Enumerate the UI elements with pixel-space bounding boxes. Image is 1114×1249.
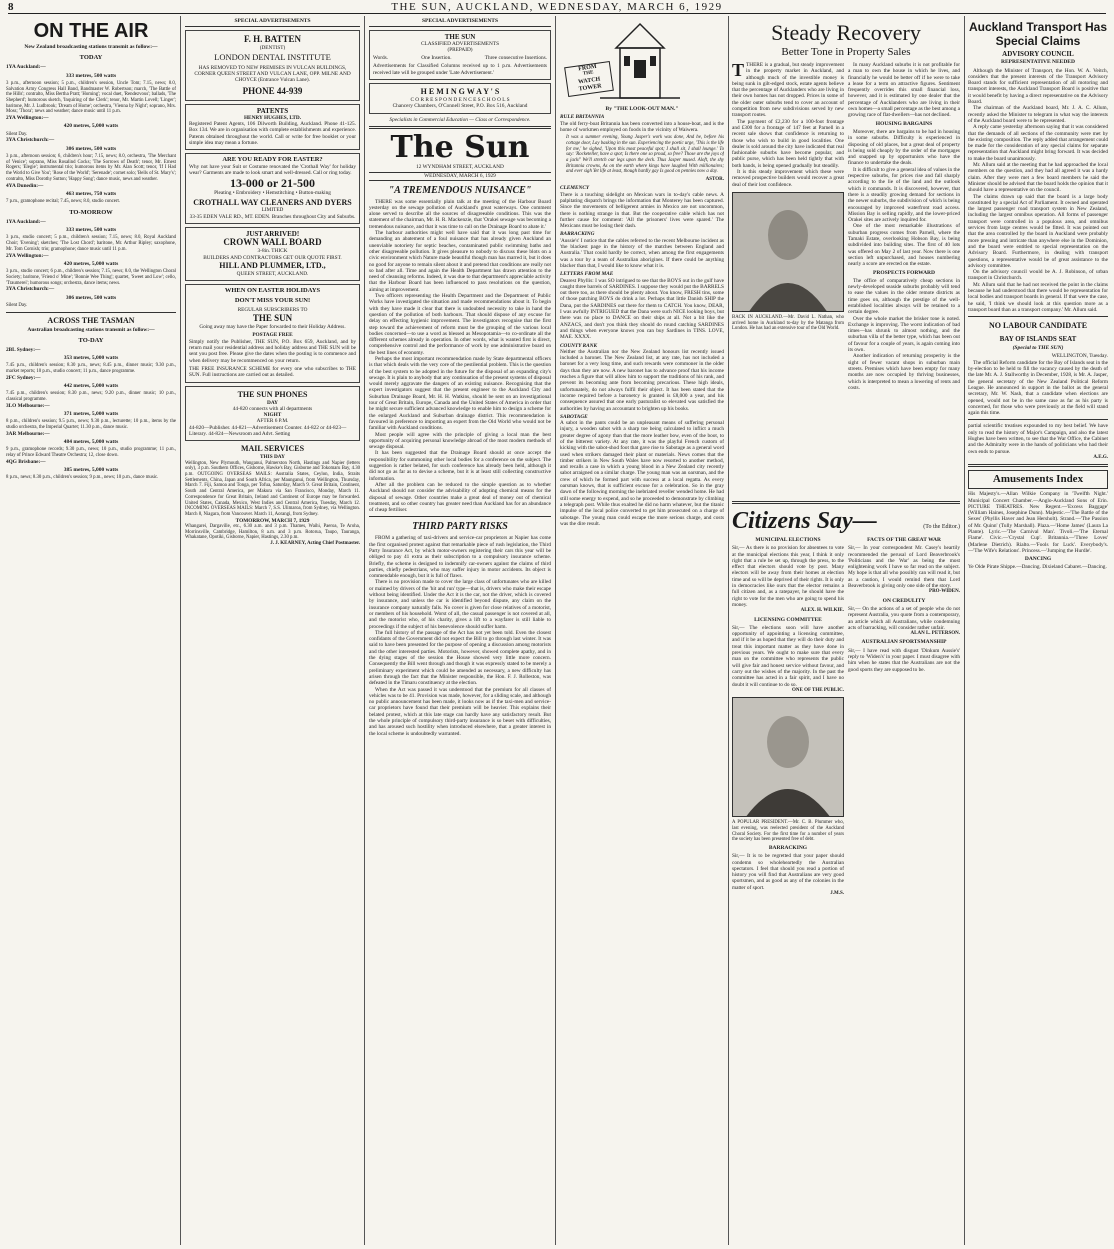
- station-program: 3 p.m., afternoon session; 5 p.m., children's session, Uncle Tom; 7.15, news; 8.0, Salvation Army Congress Hall Band, Bandmaster W. Robertson; march, 'The Battle of the Hills'; contralto, Miss Bertha Pratt; 'Homing'; vocal duet, 'Rendezvous'; ballads, 'The Shepherd'; humorous sketch, 'Inquiring of the Clerk'; tenor, Mr. Martin Lovell; 'Linger'; baritone, Mr. J. Ludbrook; 'Dream of Home'; orchestra, 'Vienna by Night'; soprano, Mrs. Moss; 'Thora'; news and weather; dance music until 11 p.m.: [6, 80, 176, 115]
- letter-body: Sir,— On the actions of a set of people who do not represent Australia, you quote from a contemporary, an article which all Australians, while condemning acts of barracking, will consider rather unfair.: [848, 605, 960, 631]
- station: 2YA Wellington:—: [6, 252, 49, 259]
- station: 3LO Melbourne:—: [6, 402, 50, 409]
- letter-body: Sir,— In your correspondent Mr. Casey's heartily recommended the perusal of Lord Beaverbrook's 'Politicians and the War' as being the most enlightening work I have so far read on the subject. My hope is that all who possibly can will read it, but as a caution, I would remind them that Lord Beaverbrook is giving only one side of the story.: [848, 545, 960, 590]
- today-heading: TODAY: [79, 54, 103, 62]
- labour-sub: BAY OF ISLANDS SEAT: [999, 335, 1077, 344]
- station-watts: 353 metres, 5,000 watts: [63, 355, 119, 362]
- sun-logo: [369, 129, 551, 165]
- property-p9: Over the whole market the brisker tone is noted. Exchange is improving. The worst indication of bad times—has shrunk to almost nothing, and the suburban villa of the better type, which has been out of favour for a couple of years, is again coming into its own.: [848, 315, 960, 354]
- ads-header: SPECIAL ADVERTISEMENTS: [369, 18, 551, 27]
- sun-address: 12 WYNDHAM STREET, AUCKLAND: [416, 163, 504, 170]
- station-program: 7.45 p.m., children's session; 8.30 p.m., news; 9.20 p.m., dinner music; 10 p.m., classical programme.: [6, 391, 176, 403]
- classified-box: [369, 30, 551, 80]
- crown-ad: [185, 227, 360, 281]
- page-number: 8: [8, 0, 14, 13]
- item-heading: SABOTAGE: [560, 413, 588, 420]
- station-watts: 420 metres, 5,000 watts: [63, 123, 119, 130]
- letter-continued: partial scientific treatises expounded to my best belief. We have only to read the history of Major's Campaign, and also the latest Hughes have been written, to see that the War Office, the Cabinet and the Admiralty were in the hands of politicians who had their own ends to pursue.: [968, 423, 1108, 455]
- property-subtitle: Better Tone in Property Sales: [781, 46, 911, 58]
- dancing-heading: DANCING: [1024, 556, 1052, 563]
- transport-p7: Mr. Allum said that he had not received the point in the claims because he had understood that there would be representation for local bodies and transport boards in general. If that were the case, he said, 'I think we should look at this question more as a transport board than as a transport company.' Mr. Allum said.: [968, 281, 1108, 313]
- station-program: 8 p.m., children's session; 9.5 p.m., news; 9.30 p.m., lecturette; 10 p.m., items by the studio orchestra, the Imperial Quartet; 11.30 p.m., dance music.: [6, 419, 176, 431]
- station-program: 7 p.m., gramophone recital; 7.45, news; 8.0, studio concert.: [6, 199, 121, 205]
- hemingway-ad: [369, 83, 551, 114]
- subscribers-ad: [185, 284, 360, 382]
- station-program: 3 p.m., studio concert; 5 p.m., children's session; 7.15, news; 8.0, Royal Auckland Choir; 'Evening'; sketches; 'The Lost Chord'; baritone, Mr. Arthur Ripley; saxophone, Mr. Tom Cornish; trio; gramophone; dance music until 11 p.m.: [6, 235, 176, 252]
- crothall-name: CROTHALL WAY CLEANERS AND DYERS: [193, 198, 352, 208]
- sun-date: WEDNESDAY, MARCH 6, 1929: [369, 172, 551, 180]
- item-body: A sabot in the pants could be an unpleasant means of suffering personal injury, a wooden sabot with a sharp toe being calculated to inflict a much greater degree of agony than that the more leather bow, even of the boot, to of the bitterest variety. At any rate, it was the playful French custom of kicking with the sabot-shod foot that gave rise to Sabotage as a general word used when strikers damaged their plant or materials. News comes that the timber strikers in New South Wales have now resorted to another method, and recalls a case in which a young blood in a New Zealand city recently sabot arraigned on a similar charge. The young man was an oarsman, and the crew of which he formed part with success at a local regatta. As every oarsman knows, that is sufficient excuse for a celebration. So in the gray dawn of the following morning the inebriated reveller wended home. He had still some energy to expend, and so he proceeded to demonstrate by climbing a telegraph post. While thus exalted he did no harm whatever, but the titanic impulse of the local police converted to get him prosecuted on a charge of sabotage. The young man could escape the more serious charge, and costs was the dire result.: [560, 420, 724, 527]
- classified-title: CLASSIFIED ADVERTISEMENTS: [420, 40, 500, 47]
- item-heading: RULE BRITANNIA: [560, 114, 605, 121]
- station-watts: 385 metres, 5,000 watts: [63, 467, 119, 474]
- station: 2FC Sydney:—: [6, 374, 41, 381]
- station-program: 3 p.m., afternoon session; 6, children's hour; 7.15, news; 8.0, orchestra, 'The Merchant of Venice'; soprano, Miss Rosalind Cocks; 'The Sorrows of Death'; tenor, Mr. Ernest Rogers; 'Elegie'; instrumental trio; humorous items by Mr. Alan Scott; tenor, 'If I Had the World to Give You'; 'Rose of the World'; 'Serenade'; cornet solo; 'Bells of St. Mary's'; contralto, Miss Dorothy Sutton; 'Happy Song'; dance music, news and weather.: [6, 154, 176, 182]
- tower-from: FROM: [577, 63, 597, 73]
- editorial-p2: The harbour authorities might well have said that it was long past time for demanding an abatement of a foul nuisance that has already given Auckland an unenviable notoriety for septic beaches, contaminated public swimming baths and other disagreeable pollution. It gives pleasure to nobody to discuss these blots on a civic environment which Nature made beautiful though man has marred it, but it does no good for anyone to remain silent about it and pretend that conditions are really not so bad after all. Time and again the Health Department has drawn attention to the need of cleansing reforms. Indeed, it was due to that department's appreciable activity that the Harbour Board has been influenced to pass resolutions on the question, aiming at improvement.: [369, 230, 551, 293]
- property-p7: One of the most remarkable illustrations of suburban progress comes from Parnell, where the Tamaki Estate, overlooking Hobson Bay, is being subdivided into building sites. The first of 40 lots was offered on May 2 of last year. Now there is one section left unpurchased, and houses numbering nearly a score are erected on the estate.: [848, 223, 960, 268]
- station: 4YA Dunedin:—: [6, 182, 44, 189]
- letter-signature: A.E.G.: [1093, 454, 1108, 460]
- letter-title: AUSTRALIAN SPORTSMANSHIP: [861, 639, 947, 646]
- station-program: 9 p.m., gramophone records; 9.30 p.m., news; 10 p.m., studio programme; 11 p.m., relay of Prince Edward Theatre Orchestra; 12, close down.: [6, 447, 176, 459]
- column-rule: [180, 16, 181, 1245]
- free-note: THE FREE INSURANCE SCHEME for every one who subscribes to THE SUN. Full instructions are carried out as detailed.: [189, 365, 356, 379]
- letter-signature: ONE OF THE PUBLIC.: [792, 687, 844, 693]
- editorial-p5: Most people will agree with the principle of giving a local man the best opportunity of acquiring personal knowledge abroad of the most modern methods of sewage disposal.: [369, 431, 551, 451]
- classified-sun: THE SUN: [444, 33, 476, 42]
- property-photo: [732, 192, 844, 312]
- letter-title: FACTS OF THE GREAT WAR: [867, 537, 941, 543]
- tasman-intro: Australian broadcasting stations transmit as follow:—: [27, 326, 155, 333]
- station-watts: 484 metres, 5,000 watts: [63, 439, 119, 446]
- watch-tower-logo: [560, 18, 724, 104]
- amusements-body: His Majesty's.—Allan Wilkie Company in 'Twelfth Night.' Municipal Concert Chamber.—Anglo-Auckland Sons of Erin. PICTURE THEATRES. New Regent.—'Excess Baggage' (William Haines, Josephine Dunn). Majestic.—'The Battle of the Sexes' (Phyllis Haver and Jean Hersholt). Strand.—'The Passion of Mr. Quinn' (Tully Marshall). Plaza.—'Home James' (Laura La Plante). Lyric.—'The Carnival Man'. Tivoli.—'The Eternal Flame'. Civic.—'Crystal Cup'. Britannia.—'Three Loves' (Marlene Dietrich). Rialto.—'Fools for Luck'. Everybody's.—'The Wife's Relations'. Princess.—'Jumping the Hurdle'.: [968, 491, 1108, 554]
- poem-signature: ASTOR.: [705, 177, 724, 183]
- transport-p5: The claims drawn up said that the board is a large body constituted by a special Act of Parliament. It owned and operated the largest passenger road transport system in New Zealand, including the largest omnibus operation. All forms of passenger transport were controlled in a populous area, and omnibus services from large centres would be fitted. It was pointed out that the area controlled by the board in Auckland were probably more pressing and intricate than anywhere else in the Dominion, and the board were entitled to special representation on the Advisory Board. Furthermore, in dealing with transport questions, a representative would be of great assistance to the advisory committee.: [968, 193, 1108, 269]
- letter-signature: ALEX. H. WILKIE.: [800, 608, 844, 614]
- item-body: There is a touching sidelight on Mexican wars in to-day's cable news. A palpitating dispatch brings the information that Monterey has been captured. Since the movements of belligerent armies in Mexico are not uncommon, there is nothing strange in that. But the cooperative cable which has not further cause for comment: 'All the prisoners' lives were spared.' The Mexicans must be losing their dash.: [560, 191, 724, 230]
- dentist-ad: [185, 30, 360, 101]
- item-body: Neither the Australian nor the New Zealand honours list recently issued included a baronet. The New Zealand list, at any rate, has not included a baronet for a very long time, and such rewards were commoner in the older days than they are now. A new baronet has to advance proof that his income reaches a figure that will allow him to support the traditions of his rank, and prevent its becoming ante from becoming precarious. These high ideals, unfortunately, do not always fulfil their object. It has been stated that the income required before a baronetcy is granted is £8,000 a year, and his consequence assured that one early pasturalist so elevated was satisfied the authorities by having an accountant to brighten up his books.: [560, 348, 724, 412]
- station: 1YA Auckland:—: [6, 218, 46, 225]
- letter-signature: ALAN L. PETERSON.: [910, 631, 960, 637]
- property-p4: In many Auckland suburbs it is not profitable for a man to own the house in which he lives, and financially he would be better off if he were to take a lease for a term on attractive figures. Sentiment frequently overrides this small financial loss, however, and it is estimated by one dealer that the percentage of Aucklanders who are living in their own homes—a small percentage as the best among a growing race of flat-dwellers—has not declined.: [848, 62, 960, 119]
- sun-logo-text: The Sun: [390, 129, 530, 165]
- editorial-p4: Perhaps the most important recommendation made by State departmental officers is that which deals with the very core of the pestilential problem. This is the question of the best system to be adopted in the future for the disposal of an expanding city's sewage. It is plain to anybody that any continuation of the present systems of disposal would merely aggravate the dangers of an existing nuisance. Recognising that the expert investigators suggest that the present engineer to the Auckland City and Suburban Drainage Board, Mr. H. H. Watkins, should be sent on an investigational tour of Great Britain, Europe, Canada and the United States of America in order that he might secure sufficient advanced knowledge to enable him to design a scheme for the enlarged Auckland and Suburban drainage district. This recommendation is favoured in preference to importing an expert from the Old World who would not be familiar with Auckland conditions.: [369, 355, 551, 432]
- day-body: 44-820 connects with all departments: [232, 405, 313, 412]
- station: 2YA Wellington:—: [6, 115, 49, 122]
- postage-body: Simply notify the Publisher, THE SUN, P.O. Box 659, Auckland, and by return mail your residential address and holiday address and THE SUN will be sent you post free. Please give the dates when the posting is to commence and when delivery may be recommenced on your return.: [189, 338, 356, 364]
- to-editor: (To the Editor.): [923, 524, 960, 530]
- builders: BUILDERS AND CONTRACTORS GET OUR QUOTE FIRST.: [203, 254, 342, 261]
- hemingway-schools: C O R R E S P O N D E N C E S C H O O L S: [410, 97, 510, 104]
- dentist-sub: (DENTIST): [259, 45, 286, 52]
- dancing-body: Ye Olde Pirate Shippe.—Dancing. Dixieland Cabaret.—Dancing.: [968, 564, 1107, 571]
- station-watts: 333 metres, 500 watts: [65, 227, 117, 234]
- crothall-ad: [185, 153, 360, 224]
- column-rule: [728, 16, 729, 1245]
- after-heading: AFTER 6 P.M.: [256, 418, 289, 425]
- third-party-p4: When the Act was passed it was understood that the premium for all classes of vehicles was to be 41. Provision was made, however, for a sliding scale, and although no public announcement has been made, it looks now as if the taxi-men and service-car proprietors have found that their premium will be heavier. This explains their belated protest, which at this late stage can hardly have any satisfactory result. But the whole principle of compulsory third-party insurance is so beset with difficulties, and has aroused such hostility when introduced elsewhere, that a greater interest in the local scheme is undoubtedly warranted.: [369, 686, 551, 737]
- mail-body: Wellington, New Plymouth, Wanganui, Palmerston North, Hastings and Napier (letters only), 3 p.m. Southern Offices, Gisborne, Hawke's Bay, Gisborne and Tokomaru Bay, 4.30 p.m. OUTGOING OVERSEAS MAILS: Australia States, Ceylon, India, Straits Settlements, China, Japan and South Africa, per Maunganui, from Wellington, Thursday, March 7. Fiji, Samoa and Tonga, per Tofua, Saturday, March 9. Great Britain, Continent, South and Central America, per Makura via San Francisco, Monday, March 11. Correspondence for Great Britain, Ireland and Continent of Europe may be forwarded. United States, Canada, Mexico, West Indies and Central America, Tuesday, March 12. INCOMING OVERSEAS MAILS: March 7, S.S. Ulimaroa, from Sydney, via Wellington. March 8, Niagara, from Vancouver. March 11, Aorangi, from Sydney.: [185, 460, 360, 517]
- station: 3AR Melbourne:—: [6, 430, 50, 437]
- column-property: [732, 16, 960, 1245]
- dentist-institute: LONDON DENTAL INSTITUTE: [214, 51, 331, 62]
- postage-free: POSTAGE FREE: [252, 332, 293, 339]
- station: 4QG Brisbane:—: [6, 458, 46, 465]
- editorial-p1: THERE was some essentially plain talk at the meeting of the Harbour Board yesterday on the sewage pollution of Auckland's great waterways. One comment alone served to describe all the sources of disagreeable conditions. This was the statement of the chairman, Mr. H. R. Mackenzie, that 'Orakei sewage was becoming a tremendous nuisance, and that it was time to call on the Drainage Board to abate it.': [369, 198, 551, 230]
- third-party-p1: FROM a gathering of taxi-drivers and service-car proprietors at Napier has come the first organised protest against that remarkable piece of rush legislation, the Third Party Insurance Act, by which motor-owners registering their cars this year will be obliged to pay 41 extra as their subscription to a compulsory insurance scheme. Briefly, the scheme is designed to indemnify car-owners against the claims of third parties, chiefly pedestrians, who may suffer injury in motor accidents. Its object is commendable enough, but it is full of flaws.: [369, 535, 551, 580]
- letter-title: ON CREDULITY: [882, 597, 926, 604]
- patents-ad: [185, 104, 360, 150]
- crown-size: 3-8in. THICK: [257, 248, 288, 255]
- dateline: WELLINGTON, Tuesday.: [1051, 353, 1108, 360]
- letter-body: Sir,— I have read with disgust 'Dinkum Aussie's' reply to 'Widen's' in your paper. I must disagree with him when he states that the Australians are not the good sports they are supposed to be.: [848, 647, 960, 673]
- station-program: 8 p.m., news; 8.30 p.m., children's session; 9 p.m., news; 10 p.m., dance music.: [6, 475, 159, 481]
- property-title: Steady Recovery: [771, 20, 921, 45]
- mail-day: THIS DAY: [260, 454, 285, 461]
- patents-body: Registered Patent Agents, 106 Dilworth Building, Auckland. Phone 41-125. Box 134. We are in organisation with complete establishments and experience. Patents obtained throughout the world. Call or write for free booklet or your simple idea may mean a fortune.: [189, 121, 356, 146]
- easter-question: ARE YOU READY FOR EASTER?: [222, 156, 323, 164]
- third-party-title: THIRD PARTY RISKS: [412, 521, 508, 533]
- station-watts: 371 metres, 5,000 watts: [63, 411, 119, 418]
- station: 2BL Sydney:—: [6, 346, 41, 353]
- item-heading: BARRACKING: [560, 231, 595, 238]
- column-ads: [185, 16, 360, 1245]
- letter-title: MUNICIPAL ELECTIONS: [755, 537, 821, 543]
- transport-p1: Although the Minister of Transport, the Hon. W. A. Veitch, considers that the present interests of the Transport Advisory Board stands for sufficient representation of all motoring and transport interests, the Auckland Transport Board is positive that it would benefit by having a direct representative on the Advisory Board.: [968, 67, 1108, 106]
- plummer-photo: [732, 697, 844, 817]
- patents-name: HENRY HUGHES, LTD.: [243, 114, 302, 121]
- station-watts: 463 metres, 750 watts: [65, 190, 117, 197]
- letter-body: Sir,— It is to be regretted that your paper should condemn so wholeheartedly the Australian spectators. I feel that should you read a portion of history you will find that Australians are very good sportsmen, and as good as any of the colonies in the matter of sport.: [732, 853, 844, 891]
- property-p1: TTHERE is a gradual, but steady improvement in the property market in Auckland, and although much of the investible money is being sunk in gilt-edged stock, estate agents believe that the percentage of Aucklanders who are living in their own homes has not dropped. Prices in some of the older outer suburbs tend to cover an account of competition from new subdivisions served by new transport routes.: [732, 62, 844, 119]
- hill-name: HILL AND PLUMMER, LTD.,: [219, 260, 326, 270]
- crothall-services: Pleating • Embroidery • Hemstitching • Button-making: [214, 190, 331, 197]
- byline: By "THE LOOK-OUT MAN.": [605, 106, 679, 112]
- specialists: Specialists in Commercial Education — Class or Correspondence.: [389, 116, 531, 123]
- letter-signature: PRO-WIDEN.: [929, 589, 960, 595]
- property-p10: Another indication of returning prosperity is the sight of fewer vacant shops in suburban main streets. Premises which have been empty for many months are now occupied by thriving businesses, which is interpreted to mean a lowering of rents and costs.: [848, 353, 960, 391]
- property-heading: HOUSING BARGAINS: [875, 120, 933, 127]
- section-title: ON THE AIR: [33, 20, 149, 42]
- intro: New Zealand broadcasting stations transmit as follow:—: [24, 44, 158, 50]
- station-watts: 420 metres, 5,000 watts: [63, 260, 119, 267]
- letter-title: BARRACKING: [768, 844, 808, 851]
- editorial-p6: It has been suggested that the Drainage Board should at once accept the responsibility for summoning other local bodies for a conference on the subject. The suggestion is rather belated, for such conference has already been held, although it did not go as far as to devise a scheme, but it is at least still collecting constructive information.: [369, 450, 551, 482]
- representative-needed: REPRESENTATIVE NEEDED: [1001, 59, 1075, 66]
- masthead: [8, 0, 1106, 14]
- editorial-p3: Two officers representing the Health Department and the Department of Public Works have investigated the situation and made recommendations about it. To begin with they have made it clear that there is undoubted necessity to take in hand the question of the pollution of both harbours. That should dispose of any excuse for delay on effecting hygienic improvement. The investigators recognise that the first step toward the achievement of reform must be the grouping of the various local bodies concerned—to use a word as blessed as Mesopotamia—to co-ordinate all the different schemes already in operation. In other words, what is wanted first is direct, comprehensive control and the performance of work by one administrative board on the best lines of economy.: [369, 293, 551, 356]
- easter-holidays: WHEN ON EASTER HOLIDAYS: [224, 287, 321, 295]
- property-p3: It is this steady improvement which these were removed prospective builders would recover a great deal of their lost confidence.: [732, 169, 844, 188]
- portrait-icon: [733, 193, 843, 312]
- third-party-p3: The full history of the passage of the Act has not yet been told. Even the closest confidants of the Government did not expect the Bill to go through last winter. It was said to have been presented for the purpose of opening a discussion among motorists and the other interested parties. Motorists, however, showed complete apathy, and in the dying stages of the session the House showed very little more concern. Consequently the Bill went through and though it was expressly stated to be merely a preliminary experiment which could be amended as necessary, a new difficulty has arisen through the fact that the Minister responsible, the Hon. F. J. Rolleston, was defeated in the Timaru constituency at the election.: [369, 629, 551, 687]
- poem: It was a summer evening, Young Jasper's work was done, And he, before his cottage door, Lay basking in the sun. Experiencing the poetic urge, 'This is the life for me,' he sighed, 'Upon this most peaceful spot; I shall sit, I shall lounge.' To say: 'Rocketeller, have a spot; Is there one so proud, so free? Those are the joys of a jack!' We'll stretch our legs upon the deck. Thus Jasper mused. Aloft, the shy Britannia crowns, As on the earth where kings have laughed With millionaires; and ever sigh Yet life at least, though hardly gay Is good on pennies now a day.: [566, 135, 724, 175]
- rates-note: Advertisements for Classified Columns received up to 1 p.m. Advertisements received late will be grouped under 'Late Advertisement.': [373, 63, 547, 76]
- station-watts: 333 metres, 500 watts: [65, 72, 117, 79]
- easter-body: Why not have your Suit or Costume renovated the 'Crothall Way' for holiday wear? Garments are made to look smart and well-dressed. Call or ring today.: [189, 163, 356, 176]
- column-rule: [364, 16, 365, 1245]
- station-program: Silent Day.: [6, 131, 28, 137]
- classified-prepaid: (PREPAID): [447, 46, 473, 53]
- item-body: Dearest Phyllis: I was SO intrigued to see that the BOYS out in the gulf have caught three barrels of SARDINES. I suppose they would put the BARRELS out there too, as there should be plenty about. You know, FRESH tins, some of those patching BOYS do drink a lot. Perhaps that little Danish SHIP the Dana, put the SARDINES out there for them to CATCH. You know, DEAR, I was awfully INTRIGUED that the Dana were such NICE looking boys, but there was no place to DANCE on their ships at all. Not a bit like the ANZACS, and don't you think they should do round catching SARDINES and things when everyone knows you can buy Sardines in TINS. LOVE, MAE. XXXX.: [560, 277, 724, 341]
- editorial-title: "A TREMENDOUS NUISANCE": [388, 184, 532, 196]
- night-heading: NIGHT: [263, 412, 282, 419]
- third-party-p2: There is no provision made to cover the large class of unfortunates who are killed or maimed by drivers of the 'hit and run' type—that is, drivers who make their escape without being identified. Under the Act it is the car, not the driver, which is covered by insurance, and unless the car is identified beyond dispute, any claim on the insurance company naturally falls. No cover is given for close relatives of a motorist, or members of his household. Worst of all, the casual passenger is not covered at all, and the motorist who, of his charity, gives a lift to a wayfarer is still liable to proceedings if the subject of his benevolence should suffer harm.: [369, 579, 551, 630]
- transport-p3: A reply came yesterday afternoon saying that it was considered that the demands of all sections of the community were met by the existing composition. The reply added that arrangement could be made for the consideration of any special claims for separate representation that Auckland might bring forward. It was decided to make the board unanimously.: [968, 124, 1108, 162]
- tower-name: WATCH TOWER: [577, 76, 602, 93]
- letter-body: Sir,— As there is no provision for absentees to vote at the municipal elections this year, I think it only right that a rule be set up, through the press, to the effect that electors should vote by post. Many electors will be away from their homes at election time and so will be deprived of their rights. It is only in democracies like ours that the elector remains a full citizen and, as a ratepayer, he should have the right to vote for the men who are going to spend his money.: [732, 545, 844, 608]
- photo2-caption: A POPULAR PRESIDENT.—Mr. C. B. Plummer who, last evening, was reelected president of the Auckland Choral Society. For the first time for a number of years the society has been presented free of debt.: [732, 820, 844, 843]
- rates-words: Words.: [373, 55, 389, 62]
- dentist-phone: PHONE 44-939: [242, 86, 303, 97]
- tomorrow-heading: TO-MORROW: [69, 208, 113, 216]
- crothall-address: 33-35 EDEN VALE RD., MT. EDEN. Branches throughout City and Suburbs.: [189, 213, 356, 220]
- phones-ad: [185, 386, 360, 442]
- amusements-title: Amusements Index: [968, 470, 1108, 489]
- crothall-phones: 13-000 or 21-500: [229, 176, 316, 191]
- transport-p2: The chairman of the Auckland board, Mr. J. A. C. Allum, recently asked the Minister to telegram in what way the interests of the Auckland board were to be represented.: [968, 105, 1108, 124]
- citizens-title: Citizens Say—: [732, 508, 877, 534]
- dentist-name: F. H. BATTEN: [243, 34, 301, 45]
- rates-three: Three consecutive Insertions.: [484, 55, 547, 62]
- item-heading: LETTERS FROM MAE: [560, 271, 614, 278]
- photo1-caption: BACK IN AUCKLAND.—Mr. David L. Nathan, who arrived home in Auckland to-day by the Matanga from London. He has had an extensive tour of the Old World.: [732, 314, 844, 332]
- rates-one: One Insertion.: [421, 55, 452, 62]
- station-watts: 306 metres, 500 watts: [65, 145, 117, 152]
- property-p5: Moreover, there are bargains to be had in housing in some suburbs. Difficulty is experienced in disposing of old places, but a great deal of property is being sold cheaply by the order of the mortgages and snapped up by opportunists who have the finance to undertake the deals.: [848, 128, 960, 167]
- advisory-council: ADVISORY COUNCIL: [1002, 50, 1074, 58]
- mail-tomorrow-body: Whangarei, Dargaville, etc., 6.30 a.m. and 3 p.m. Thames, Waihi, Paeroa, Te Aroha, Morrinsville, Cambridge, Hamilton, 8 a.m. and 3 p.m. Rotorua, Taupo, Tauranga, Whakatane, Opotiki, Gisborne, Napier, Hastings, 2.30 p.m.: [185, 523, 360, 541]
- item-heading: COUNTY RANK: [560, 342, 598, 349]
- going-away: Going away may have the Paper forwarded to their Holiday Address.: [199, 324, 346, 331]
- station-program: 7.45 p.m., children's session; 8.30 p.m., news; 8.45 p.m., dinner music; 9.30 p.m., market reports; 10 p.m., studio concert; 11 p.m., dance programme.: [6, 363, 176, 375]
- station: 3YA Christchurch:—: [6, 286, 55, 293]
- day-heading: DAY: [267, 399, 278, 406]
- letter-signature: J.M.S.: [830, 891, 844, 897]
- property-heading: PROSPECTS FORWARD: [873, 269, 935, 276]
- letter-title: LICENSING COMMITTEE: [754, 616, 822, 623]
- column-watchtower: [560, 16, 724, 1245]
- mail-title: MAIL SERVICES: [240, 444, 305, 454]
- regular-subscribers: REGULAR SUBSCRIBERS TO: [237, 306, 308, 313]
- property-p6: It is difficult to give a general idea of values in the respective suburbs, for prices rise and fall sharply according to the lie of the land and the outlook which it commands. It is discovered, however, that there is a steadily growing demand for sections in the newer suburbs, the subdivision of which is being encouraged by improved waterfront road access. Mission Bay is selling rapidly, and the lower-priced Orakei sites are actively inquired for.: [848, 166, 960, 224]
- crown-name: CROWN WALL BOARD: [223, 237, 322, 248]
- editorial-p7: After all the problem can be reduced to the simple question as to whether Auckland should not consider the advisability of adopting chemical means for the disposal of sewage. Other countries make a great deal of money out of chemical treatment, and so other country has greater need than Auckland has for an abundance of cheap fertiliser.: [369, 481, 551, 514]
- labour-title: NO LABOUR CANDIDATE: [988, 321, 1088, 331]
- special-to-sun: (Special to THE SUN): [1012, 345, 1064, 352]
- item-heading: CLEMENCY: [560, 185, 590, 192]
- station: 1YA Auckland:—: [6, 64, 46, 71]
- station-watts: 442 metres, 5,000 watts: [63, 383, 119, 390]
- tasman-today: TO-DAY: [78, 336, 104, 344]
- tasman-title: ACROSS THE TASMAN: [47, 315, 135, 325]
- station: 3YA Christchurch:—: [6, 137, 55, 144]
- transport-p6: On the advisory council would be A. J. Robinson, of urban transport in Christchurch.: [968, 269, 1108, 282]
- item-body: 'Aussie's' I notice that the cables referred to the recent Melbourne incident as 'the blackest page in the history of the matches between England and Australia.' That could hardly be correct, when among the first engagements was a tour by a team of Australian aborigines. If there could be anything blacker than that, I would like to know what it is.: [560, 237, 724, 269]
- hemingway-address: Chancery Chambers, O'Connell Street, P.O. Box 516, Auckland: [392, 103, 528, 110]
- night-body: 44-820—Publisher. 44-821—Advertisement Counter. 44-822 or 44-823—Literary. 44-824—Newsroom and Advt. Setting: [189, 424, 347, 437]
- hill-address: QUEEN STREET, AUCKLAND.: [236, 270, 309, 277]
- portrait-icon: [733, 698, 843, 817]
- postmaster: J. J. KEARNEY, Acting Chief Postmaster.: [270, 541, 360, 547]
- crothall-ltd: LIMITED: [261, 207, 284, 214]
- ads-header: SPECIAL ADVERTISEMENTS: [185, 18, 360, 27]
- station-program: 3 p.m., studio concert; 6 p.m., children's session; 7.15, news; 8.0, the Wellington Choral Society; baritone, 'Friend o' Mine'; 'Bonnie Wee Thing'; quartet, 'Sweet and Low'; cello, 'Traumerei'; humorous songs; orchestra, dance items; news.: [6, 269, 176, 286]
- dont-miss: DON'T MISS YOUR SUN!: [234, 296, 311, 304]
- mail-tomorrow: TOMORROW, MARCH 7, 1929: [235, 517, 310, 524]
- station-program: Silent Day.: [6, 302, 28, 308]
- column-radio: [6, 16, 176, 1245]
- dentist-body: HAS REMOVED TO NEW PREMISES IN VULCAN BUILDINGS, CORNER QUEEN STREET AND VULCAN LANE, OPP. MILNE AND CHOYCE (Entrance Vulcan Lane).: [194, 64, 351, 84]
- column-rule: [555, 16, 556, 1245]
- column-editorial: [369, 16, 551, 1245]
- labour-p1: The official Reform candidate for the Bay of Islands seat in the by-election to be held to fill the vacancy caused by the death of the late Mr. A. J. Stallworthy in December, 1928, is Mr. A. Jasper, the general secretary of the New Zealand Political Reform League. He announced in support in the ballot as the general secretary, Mr. W. Nash, that a candidate when elections are opened, would not be in the same case as far as his party is concerned, for those who were previously at the field will stand again this time.: [968, 359, 1108, 417]
- patents-title: PATENTS: [256, 107, 289, 116]
- property-p2: The payment of £2,230 for a 100-foot frontage and £300 for a frontage of 147 feet at Parnell in a recent sale shows that confidence is returning to those who wish to build in good localities. One dealer is sold around the city have indicated that real fashionable suburbs have become popular, and public purse, which has been held tightly that with both hands, is being opened gradually but steadily.: [732, 118, 844, 169]
- station-watts: 306 metres, 500 watts: [65, 294, 117, 301]
- transport-p4: Mr. Allum said at the meeting that he had approached the local members on the question, and they had all agreed it was a hardy claim. After they were met a few board members he said the Minister should be advised that the board holds the opinion that it should have a representative on the council.: [968, 162, 1108, 194]
- arrived: JUST ARRIVED!: [245, 230, 300, 239]
- the-sun: THE SUN: [252, 313, 293, 324]
- phones-title: THE SUN PHONES: [237, 389, 308, 399]
- column-transport: [968, 16, 1108, 1245]
- property-p8: The office of comparatively cheap sections in newly-developed seaside suburbs probably will tend to ease the values in the older remote districts as time goes on, although the prestige of the well-established localities always will be retained to a certain degree.: [848, 277, 960, 316]
- transport-title: Auckland Transport Has Special Claims: [968, 20, 1108, 48]
- letter-body: Sir,— The elections soon will have another opportunity of appointing a licensing committee, and if it be as hoped that they will do their duty and treat this important matter as they have done in previous years. We ought to make sure that every man on the committee who represents the public will give fair and honest service without favour, and carry out the wishes of the majority. In the past the committee has acted in a fair spirit, and I have no doubt it will continue to do so.: [732, 624, 844, 688]
- masthead-title: THE SUN, AUCKLAND, WEDNESDAY, MARCH 6, 1929: [391, 0, 723, 13]
- item-body: The old ferry-boat Britannia has been converted into a house-boat, and is the home of workmen employed on foods in the vicinity of Waiwera.: [560, 120, 724, 133]
- hemingway-name: H E M I N G W A Y ' S: [420, 87, 500, 97]
- tower-the: THE: [582, 70, 594, 78]
- column-rule: [964, 16, 965, 1245]
